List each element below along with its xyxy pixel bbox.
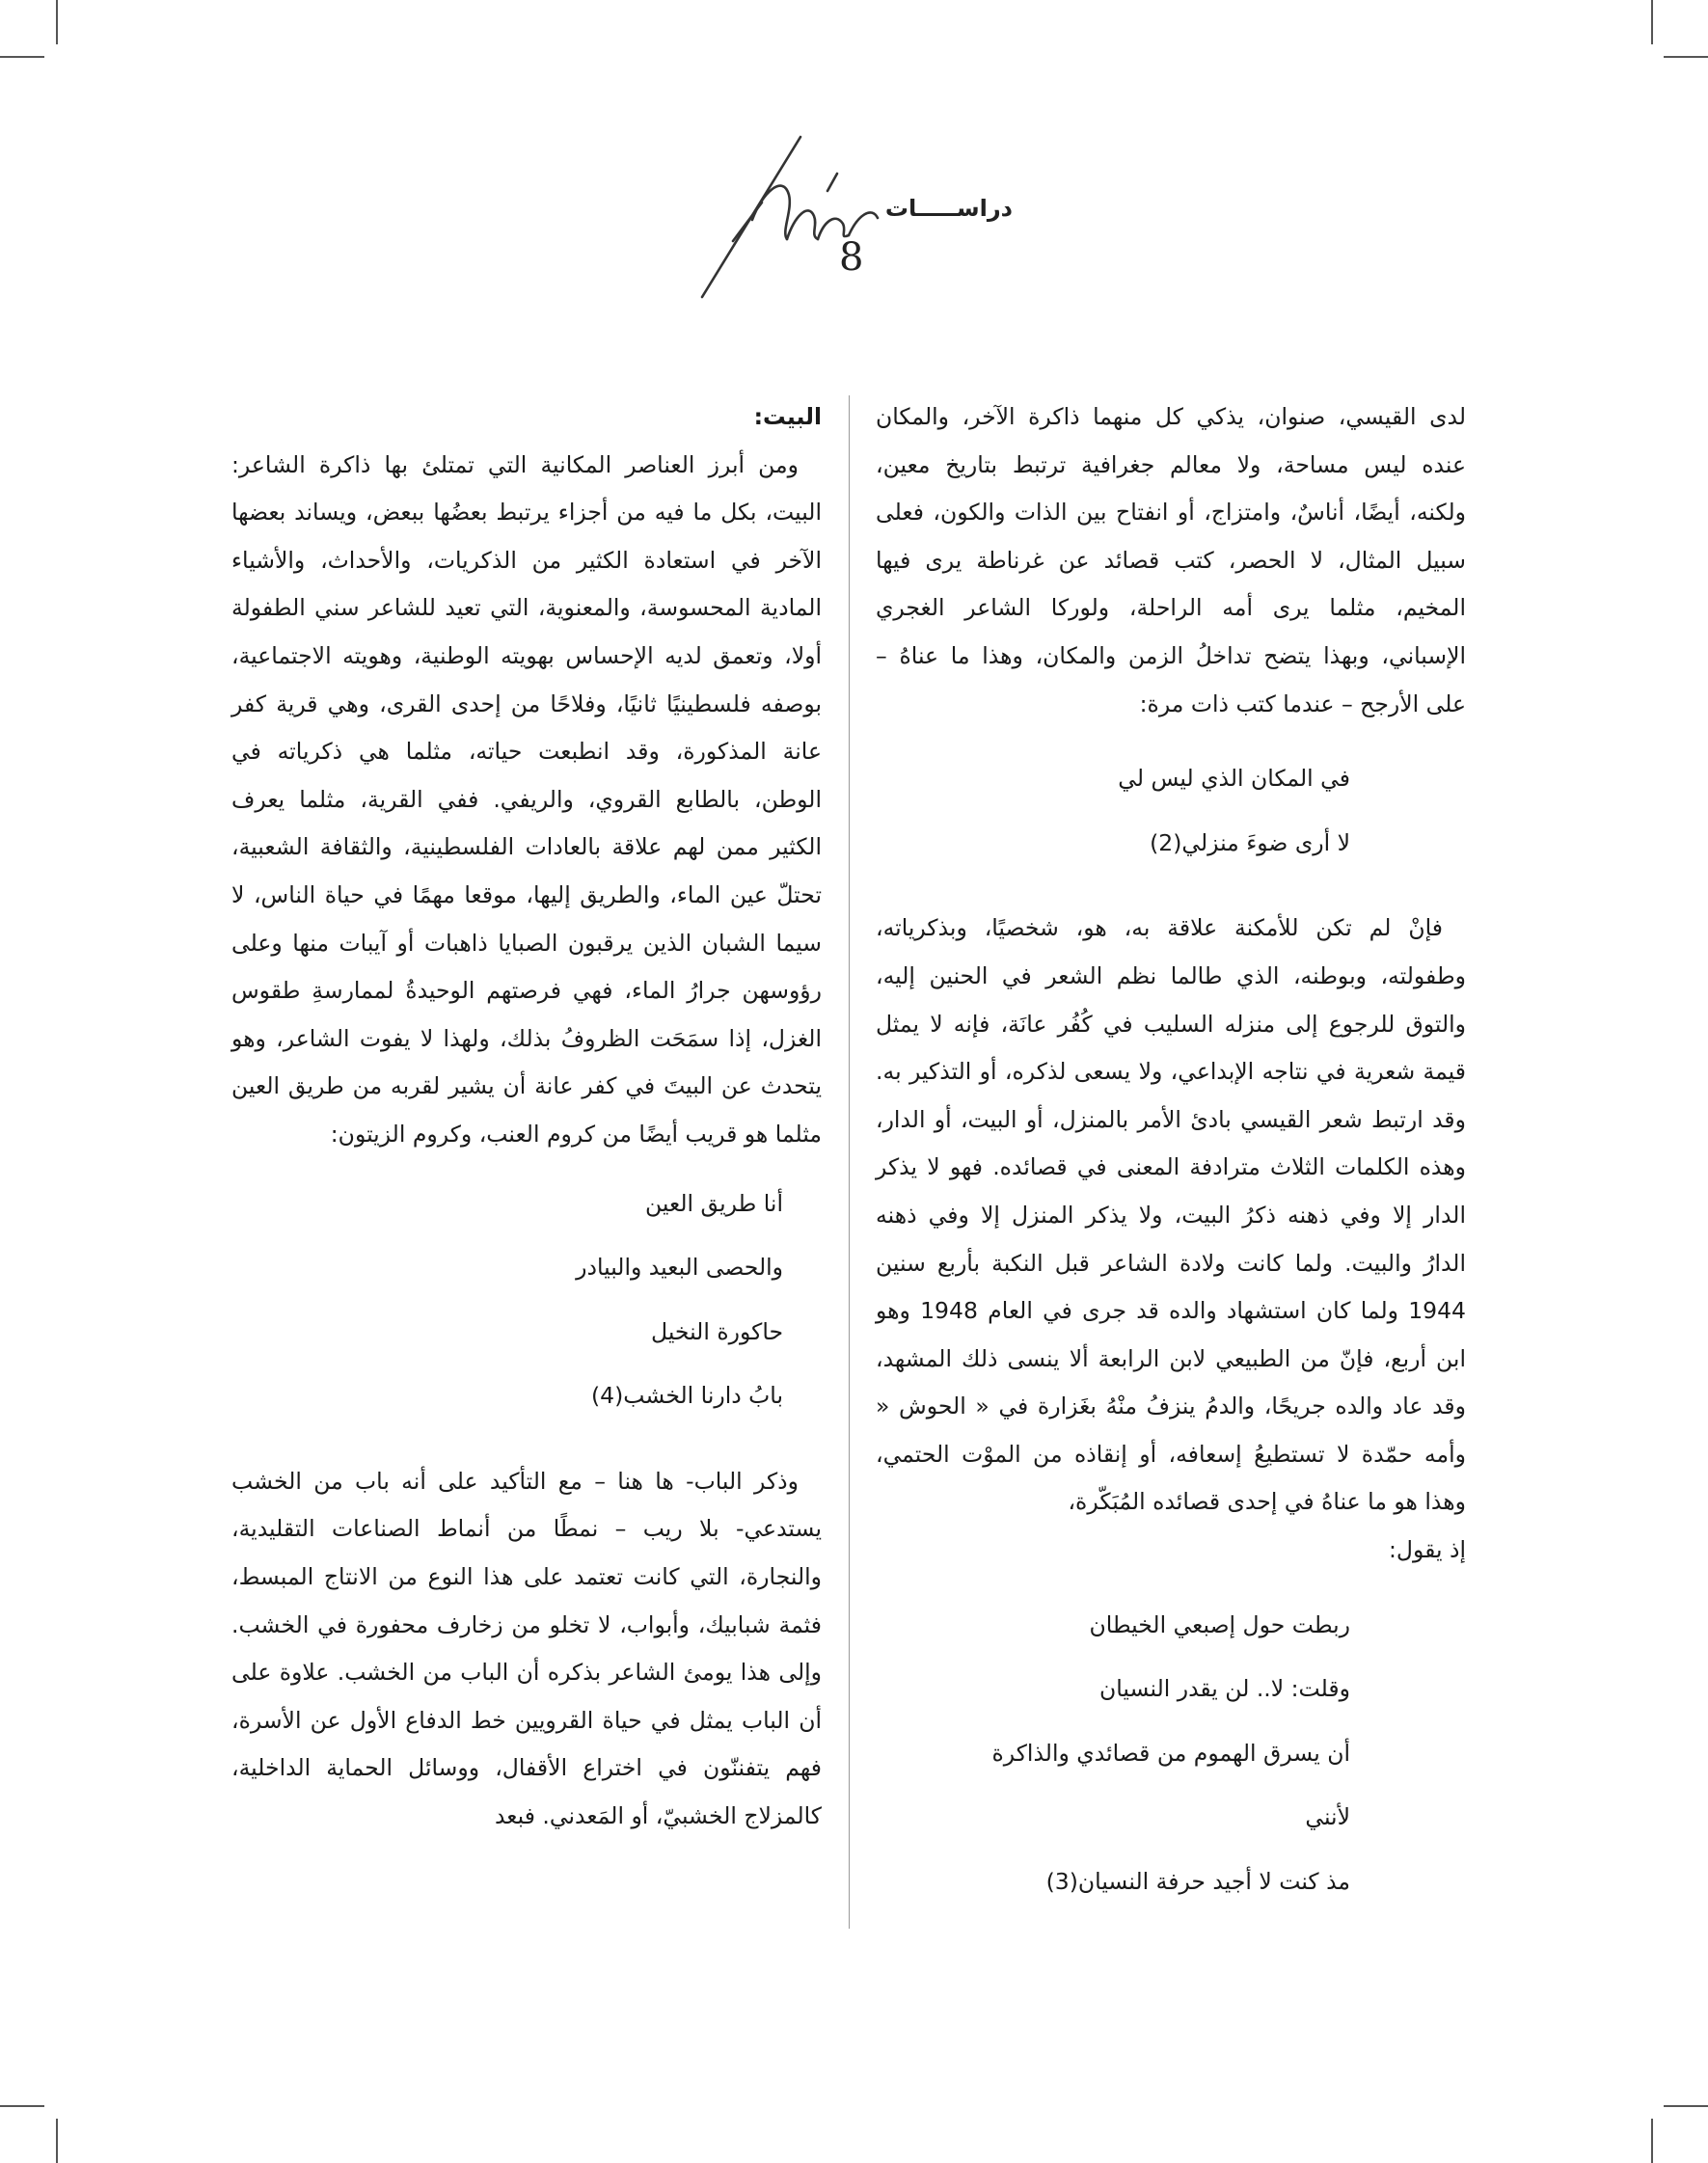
verse-block bbox=[876, 1602, 1466, 1906]
verse-line: لأنني bbox=[1305, 1803, 1350, 1831]
verse-line: حاكورة النخيل bbox=[651, 1317, 783, 1345]
crop-mark bbox=[1664, 56, 1708, 58]
verse-line: أنا طريق العين bbox=[645, 1189, 783, 1217]
verse-line: والحصى البعيد والبيادر bbox=[576, 1254, 783, 1282]
section-label: دراســـــات bbox=[884, 195, 1013, 222]
paragraph: لدى القيسي، صنوان، يذكي كل منهما ذاكرة الآخر، والمكان عنده ليس مساحة، ولا معالم جغرافية ترتبط بتاريخ معين، ولكنه، أيضًا، أناسٌ، وامتزاج، أو انفتاح بين الذات والكون، فعلى سبيل المثال، لا الحصر، كتب قصائد عن غرناطة يرى فيها المخيم، مثلما يرى أمه الراحلة، ولوركا الشاعر الغجري الإسباني، وبهذا يتضح تداخلُ الزمن والمكان، وهذا ما عناهُ – على الأرجح – عندما كتب ذات مرة: bbox=[876, 403, 1466, 717]
paragraph: وذكر الباب- ها هنا – مع التأكيد على أنه باب من الخشب يستدعي- بلا ريب – نمطًا من أنماط الصناعات التقليدية، والنجارة، التي كانت تعتمد على هذا النوع من الانتاج المبسط، فثمة شبابيك، وأبواب، لا تخلو من زخارف محفورة في الخشب. وإلى هذا يومئ الشاعر بذكره أن الباب من الخشب. علاوة على أن الباب يمثل في حياة القرويين خط الدفاع الأول عن الأسرة، فهم يتفننّون في اختراع الأقفال، ووسائل الحماية الداخلية، كالمزلاج الخشبيّ، أو المَعدني. فبعد bbox=[231, 1467, 822, 1830]
crop-mark bbox=[1651, 0, 1653, 44]
verse-line: بابُ دارنا الخشب(4) bbox=[591, 1382, 783, 1410]
paragraph: ومن أبرز العناصر المكانية التي تمتلئ بها ذاكرة الشاعر: البيت، بكل ما فيه من أجزاء يرتبط بعضُها ببعض، ويساند بعضها الآخر في استعادة الكثير من الذكريات، والأحداث، والأشياء المادية المحسوسة، والمعنوية، التي تعيد للشاعر سني الطفولة أولا، وتعمق لديه الإحساس بهويته الوطنية، وهويته الاجتماعية، بوصفه فلسطينيًا ثانيًا، وفلاحًا من إحدى القرى، وهي قرية كفر عانة المذكورة، وقد انطبعت حياته، مثلما هي ذكرياته في الوطن، بالطابع القروي، والريفي. ففي القرية، مثلما يعرف الكثير ممن لهم علاقة بالعادات الفلسطينية، والثقافة الشعبية، تحتلّ عين الماء، والطريق إليها، موقعا مهمًا في حياة الناس، لا سيما الشبان الذين يرقبون الصبايا ذاهبات أو آيبات منها وعلى رؤوسهن جرارُ الماء، فهي فرصتهم الوحيدةُ لممارسةِ طقوس الغزل، إذا سمَحَت الظروفُ بذلك، ولهذا لا يفوت الشاعر، وهو يتحدث عن البيتَ في كفر عانة أن يشير لقربه من طريق العين مثلما هو قريب أيضًا من كروم العنب، وكروم الزيتون: bbox=[231, 450, 822, 1148]
verse-line: لا أرى ضوءَ منزلي(2) bbox=[1150, 828, 1350, 856]
verse-line: ربطت حول إصبعي الخيطان bbox=[1089, 1610, 1350, 1638]
verse-line: مذ كنت لا أجيد حرفة النسيان(3) bbox=[1045, 1868, 1350, 1896]
page-number: 8 bbox=[839, 235, 864, 280]
crop-mark bbox=[56, 2119, 58, 2163]
crop-mark bbox=[56, 0, 58, 44]
crop-mark bbox=[0, 56, 44, 58]
verse-block bbox=[231, 1180, 822, 1420]
paragraph: إذ يقول: bbox=[1388, 1536, 1466, 1564]
column-divider bbox=[849, 395, 850, 1929]
verse-line: في المكان الذي ليس لي bbox=[1118, 765, 1350, 793]
verse-line: أن يسرق الهموم من قصائدي والذاكرة bbox=[991, 1739, 1350, 1767]
paragraph: فإنْ لم تكن للأمكنة علاقة به، هو، شخصيًا، وبذكرياته، وطفولته، وبوطنه، الذي طالما نظم الشعر في الحنين إليه، والتوق للرجوع إلى منزله السليب في كُفُر عانَة، فإنه لا يمثل قيمة شعرية في نتاجه الإبداعي، ولا يسعى لذكره، أو التذكير به. وقد ارتبط شعر القيسي بادئ الأمر بالمنزل، أو البيت، أو الدار، وهذه الكلمات الثلاث مترادفة المعنى في قصائده. فهو لا يذكر الدار إلا وفي ذهنه ذكرُ البيت، ولا يذكر المنزل إلا وفي ذهنه الدارُ والبيت. ولما كانت ولادة الشاعر قبل النكبة بأربع سنين 1944 ولما كان استشهاد والده قد جرى في العام 1948 وهو ابن أربع، فإنّ من الطبيعي لابن الرابعة ألا ينسى ذلك المشهد، وقد عاد والده جريحًا، والدمُ ينزفُ منْهُ بغَزارة في « الحوش « وأمه حمّدة لا تستطيعُ إسعافه، أو إنقاذه من الموْت الحتمي، وهذا هو ما عناهُ في إحدى قصائده المُبَكّرة، bbox=[876, 914, 1466, 1516]
section-heading: البيت: bbox=[753, 403, 822, 430]
crop-mark bbox=[1664, 2105, 1708, 2107]
right-column bbox=[876, 393, 1466, 1923]
verse-line: وقلت: لا.. لن يقدر النسيان bbox=[1099, 1675, 1350, 1703]
verse-block bbox=[876, 755, 1466, 867]
crop-mark bbox=[1651, 2119, 1653, 2163]
left-column bbox=[231, 393, 822, 1841]
page-header bbox=[694, 135, 1013, 289]
crop-mark bbox=[0, 2105, 44, 2107]
